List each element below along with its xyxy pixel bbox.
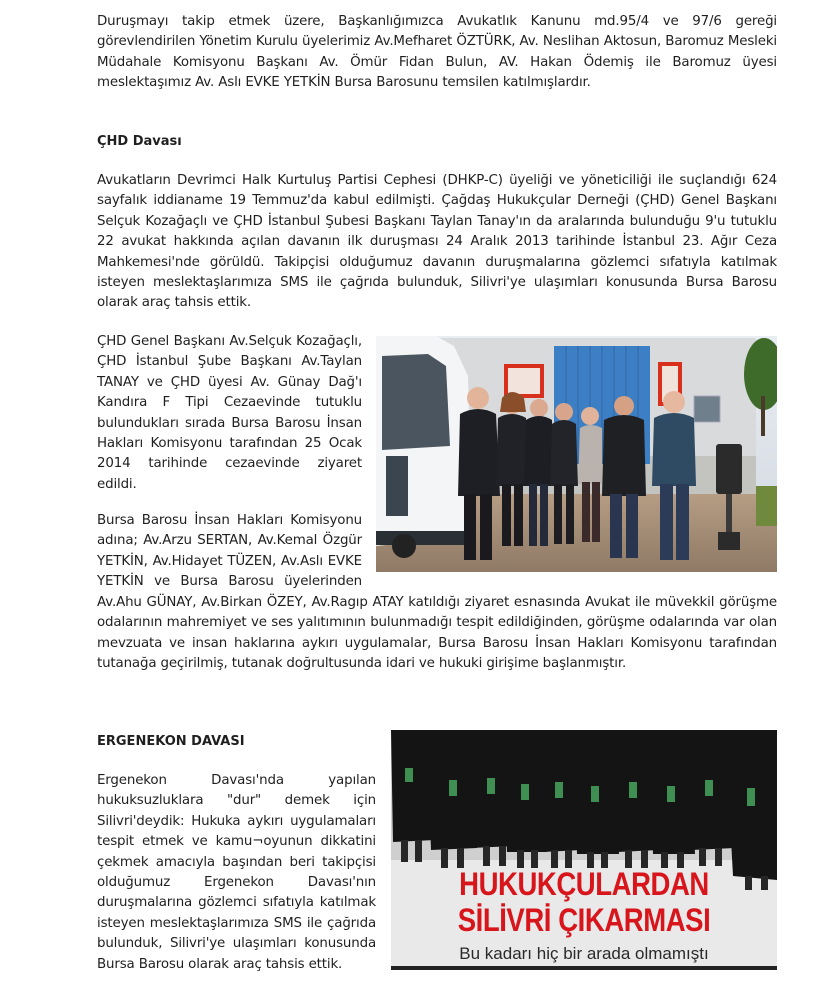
chd-paragraph: Avukatların Devrimci Halk Kurtuluş Partisi Cephesi (DHKP-C) üyeliği ve yöneticiliği ile suçlandığı 624 sayfalık iddianame 19 Temmuz'da kabul edilmişti. Çağdaş Hukukçular Derneği (ÇHD) Genel Başkanı Selçuk Kozağaçlı ve ÇHD İstanbul Şubesi Başkanı Taylan Tanay'ın da aralarında bulunduğu 9'u tutuklu 22 avukat hakkında açılan davanın ilk duruşması 24 Aralık 2013 tarihinde İstanbul 23. Ağır Ceza Mahkemesi'nde görüldü. Takipçisi olduğumuz davanın duruşmalarına gözlemci sıfatıyla katılmak isteyen meslektaşlarımıza SMS ile çağrıda bulunduk, Silivri'ye ulaşımları konusunda Bursa Barosu olarak araç tahsis ettik. [97,173,777,311]
commission-line: Bursa Barosu İnsan Hakları Komisyonu [97,513,362,528]
prison-visit-illustration [376,336,777,572]
ergenekon-paragraph: Ergenekon Davası'nda yapılan hukuksuzluklara "dur" demek için Silivri'deydik: Hukuka aykırı uygulamaları tespit etmek ve kamu¬oyunun dikkatini çekmek amacıyla başından beri takipçisi olduğumuz Ergenekon Davası'nın duruşmalarına gözlemci sıfatıyla katılmak isteyen meslektaşlarımıza SMS ile çağrıda bulunduk, Silivri'ye ulaşımları konusunda Bursa Barosu olarak araç tahsis ettik. [97,773,376,972]
prison-visit-photo [376,336,777,572]
commission-line: adına; Av.Arzu SERTAN, Av.Kemal Özgür [97,533,362,549]
chd-commission-lines [97,511,362,593]
intro-paragraph: Duruşmayı takip etmek üzere, Başkanlığımızca Avukatlık Kanunu md.95/4 ve 97/6 gereği görevlendirilen Yönetim Kurulu üyelerimiz Av.Mefharet ÖZTÜRK, Av. Neslihan Aktosun, Baromuz Mesleki Müdahale Komisyonu Başkanı Av. Ömür Fidan Bulun, AV. Hakan Ödemiş ile Baromuz üyesi meslektaşımız Av. Aslı EVKE YETKİN Bursa Barosunu temsilen katılmışlardır. [97,14,777,91]
chd-heading: ÇHD Davası [97,134,182,149]
ergenekon-heading: ERGENEKON DAVASI [97,734,245,749]
poster-subtitle: Bu kadarı hiç bir arada olmamıştı [459,944,709,963]
silivri-poster [391,730,777,970]
poster-title-line1: HUKUKÇULARDAN [459,866,709,902]
poster-title-line2: SİLİVRİ ÇIKARMASI [457,902,711,938]
chd-commission-paragraph: Av.Ahu GÜNAY, Av.Birkan ÖZEY, Av.Ragıp ATAY katıldığı ziyaret esnasında Avukat ile müvekkil görüşme odalarının mahremiyet ve ses yalıtımının bulunmadığı tespit edildiğinden, görüşme odalarında var olan mevzuata ve insan haklarına aykırı uygulamalar, Bursa Barosu İnsan Hakları Komisyonu tarafından tutanağa geçirilmiş, tutanak doğrultusunda idari ve hukuki girişime başlanmıştır. [97,595,777,672]
commission-line: YETKİN ve Bursa Barosu üyelerinden [97,574,362,590]
chd-visit-paragraph: ÇHD Genel Başkanı Av.Selçuk Kozağaçlı, ÇHD İstanbul Şube Başkanı Av.Taylan TANAY ve ÇHD üyesi Av. Günay Dağ'ı Kandıra F Tipi Cezaevinde tutuklu bulundukları sırada Bursa Barosu İnsan Hakları Komisyonu tarafından 25 Ocak 2014 tarihinde cezaevinde ziyaret edildi. [97,334,362,492]
commission-line: YETKİN, Av.Hidayet TÜZEN, Av.Aslı EVKE [97,553,362,569]
